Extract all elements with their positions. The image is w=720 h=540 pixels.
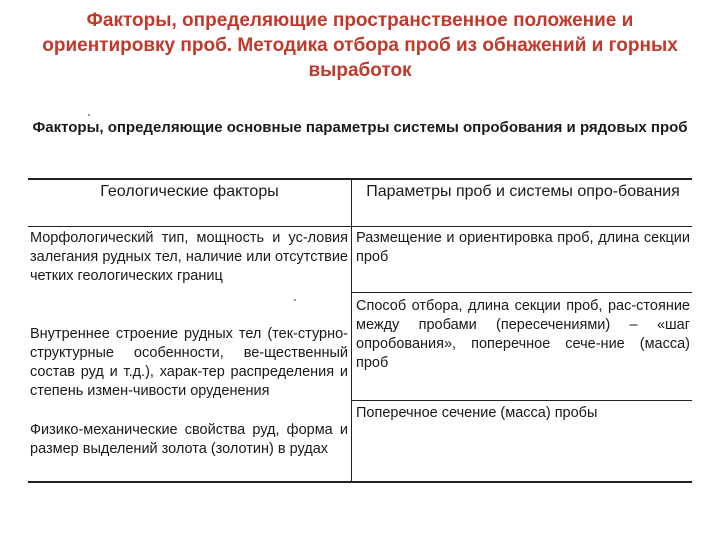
right-row-divider-1 — [351, 292, 692, 293]
header-geological-factors: Геологические факторы — [100, 183, 279, 200]
table-column-divider — [351, 178, 352, 482]
left-cell-morphology: Морфологический тип, мощность и ус-ловия залегания рудных тел, наличие или отсутствие четких геологических границ — [30, 230, 348, 284]
scan-speck — [294, 299, 296, 301]
left-cell-physical-properties: Физико-механические свойства руд, форма и размер выделений золота (золотин) в рудах — [30, 422, 348, 457]
right-cell-cross-section: Поперечное сечение (масса) пробы — [356, 405, 598, 421]
left-cell-internal-structure: Внутреннее строение рудных тел (тек-стурно-структурные особенности, ве-щественный состав руд и т.д.), харак-тер распределения и степень измен-чивости оруденения — [30, 326, 348, 399]
scan-speck — [88, 114, 90, 116]
slide-title: Факторы, определяющие пространственное положение и ориентировку проб. Методика отбора проб из обнажений и горных выработок — [42, 10, 678, 81]
table-top-rule — [28, 178, 692, 180]
right-row-divider-2 — [351, 400, 692, 401]
table-header-rule — [28, 226, 692, 227]
right-cell-sampling-method: Способ отбора, длина секции проб, рас-стояние между пробами (пересечениями) – «шаг опробования», поперечное сече-ние (масса) проб — [356, 298, 690, 371]
document-heading: Факторы, определяющие основные параметры системы опробования и рядовых проб — [32, 119, 688, 136]
right-cell-placement: Размещение и ориентировка проб, длина секции проб — [356, 230, 690, 265]
header-sample-parameters: Параметры проб и системы опро-бования — [366, 183, 680, 200]
table-bottom-rule — [28, 481, 692, 483]
scanned-document — [28, 112, 692, 492]
